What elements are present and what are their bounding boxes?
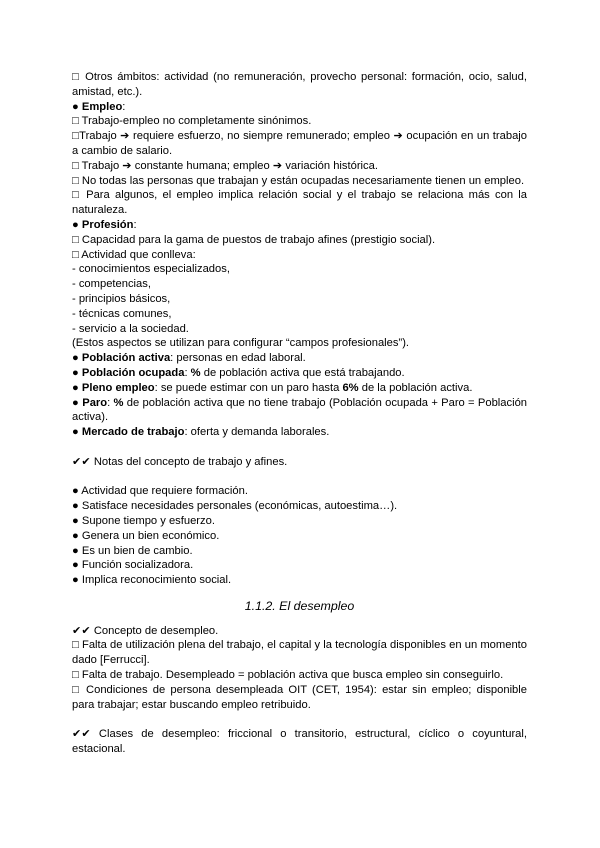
document-page: [72, 70, 527, 757]
profesion-line-1: □ Capacidad para la gama de puestos de trabajo afines (prestigio social).: [72, 233, 436, 246]
bullet-icon: ●: [72, 574, 79, 587]
bullet-icon: ●: [72, 100, 79, 113]
empleo-heading: ● Empleo:: [72, 100, 126, 113]
list-item: ● Implica reconocimiento social.: [72, 574, 232, 587]
bullet-icon: ●: [72, 396, 79, 409]
list-item: ● Supone tiempo y esfuerzo.: [72, 514, 215, 527]
bullet-icon: ●: [72, 366, 79, 379]
bullet-icon: ●: [72, 426, 79, 439]
list-item: ● Genera un bien económico.: [72, 529, 220, 542]
clases-desempleo: ✔✔ Clases de desempleo: friccional o transitorio, estructural, cíclico o coyuntural, estacional.: [72, 728, 527, 756]
profesion-heading: ● Profesión:: [72, 218, 137, 231]
profesion-item-3: - principios básicos,: [72, 292, 171, 305]
bullet-icon: ●: [72, 529, 79, 542]
desempleo-line-2: □ Falta de trabajo. Desempleado = población activa que busca empleo sin conseguirlo.: [72, 669, 504, 682]
otros-ambitos-line: □ Otros ámbitos: actividad (no remuneración, provecho personal: formación, ocio, salud, amistad, etc.).: [72, 71, 527, 98]
profesion-note: (Estos aspectos se utilizan para configurar “campos profesionales”).: [72, 337, 410, 350]
section-heading: 1.1.2. El desempleo: [244, 598, 355, 613]
pleno-empleo-line: ● Pleno empleo: se puede estimar con un paro hasta 6% de la población activa.: [72, 381, 473, 394]
profesion-item-5: - servicio a la sociedad.: [72, 322, 189, 335]
empleo-line-2: □Trabajo ➔ requiere esfuerzo, no siempre remunerado; empleo ➔ ocupación en un trabajo a cambio de salario.: [72, 130, 527, 157]
desempleo-line-3: □ Condiciones de persona desempleada OIT (CET, 1954): estar sin empleo; disponible para trabajar; estar buscando empleo retribuido.: [72, 683, 527, 711]
empleo-line-4: □ No todas las personas que trabajan y están ocupadas necesariamente tienen un empleo.: [72, 174, 525, 187]
bullet-icon: ●: [72, 514, 79, 527]
list-item: ● Satisface necesidades personales (económicas, autoestima…).: [72, 500, 398, 513]
bullet-icon: ●: [72, 218, 79, 231]
mercado-trabajo-line: ● Mercado de trabajo: oferta y demanda laborales.: [72, 426, 330, 439]
empleo-line-5: □ Para algunos, el empleo implica relación social y el trabajo se relaciona más con la naturaleza.: [72, 189, 527, 217]
list-item: ● Actividad que requiere formación.: [72, 485, 248, 498]
bullet-icon: ●: [72, 559, 79, 572]
list-item: ● Función socializadora.: [72, 559, 194, 572]
list-item: ● Es un bien de cambio.: [72, 544, 193, 557]
bullet-icon: ●: [72, 500, 79, 513]
paro-line: ● Paro: % de población activa que no tiene trabajo (Población ocupada + Paro = Población activa).: [72, 396, 528, 424]
profesion-line-2: □ Actividad que conlleva:: [72, 248, 196, 261]
bullet-icon: ●: [72, 485, 79, 498]
desempleo-title: ✔✔ Concepto de desempleo.: [72, 624, 219, 637]
poblacion-ocupada-line: ● Población ocupada: % de población activa que está trabajando.: [72, 366, 405, 379]
poblacion-activa-line: ● Población activa: personas en edad laboral.: [72, 352, 306, 365]
profesion-label: Profesión: [81, 218, 134, 231]
empleo-label: Empleo: [81, 100, 123, 113]
desempleo-line-1: □ Falta de utilización plena del trabajo, el capital y la tecnología disponibles en un momento dado [Ferrucci].: [72, 639, 527, 667]
profesion-item-1: - conocimientos especializados,: [72, 263, 230, 276]
bullet-icon: ●: [72, 381, 79, 394]
empleo-line-3: □ Trabajo ➔ constante humana; empleo ➔ variación histórica.: [72, 159, 378, 172]
empleo-line-1: □ Trabajo-empleo no completamente sinónimos.: [72, 115, 312, 128]
notes-title: ✔✔ Notas del concepto de trabajo y afines.: [72, 455, 288, 468]
profesion-item-4: - técnicas comunes,: [72, 307, 172, 320]
bullet-icon: ●: [72, 544, 79, 557]
profesion-item-2: - competencias,: [72, 278, 151, 291]
bullet-icon: ●: [72, 352, 79, 365]
